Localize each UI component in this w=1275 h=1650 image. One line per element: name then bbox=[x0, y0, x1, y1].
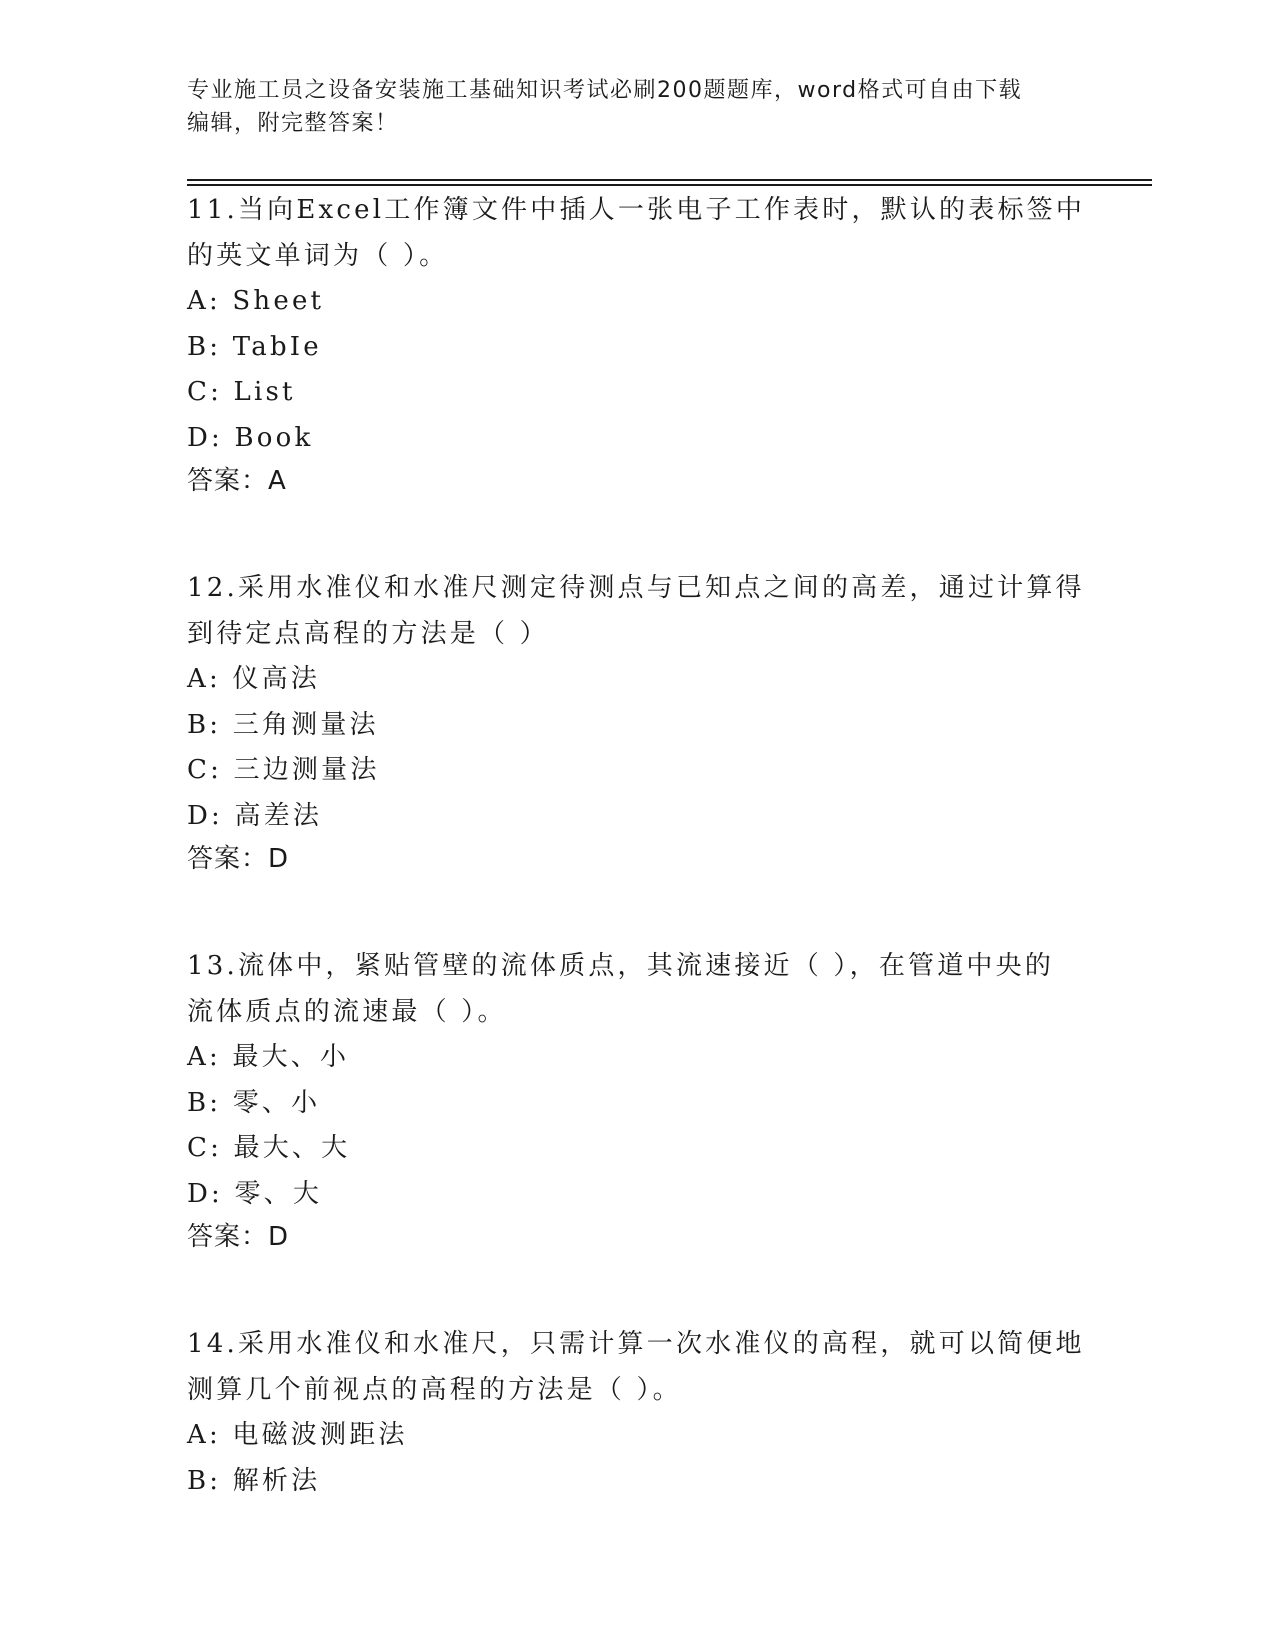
option-c: C: 最大、大 bbox=[187, 1133, 351, 1163]
question-list bbox=[187, 188, 1087, 1504]
option-a: A: 仪高法 bbox=[187, 664, 321, 694]
header-divider-bottom bbox=[187, 184, 1152, 186]
question-stem bbox=[187, 188, 1087, 279]
answer-line: 答案：A bbox=[187, 466, 287, 496]
header-line-2: 编辑，附完整答案！ bbox=[187, 111, 399, 136]
question-spacer bbox=[187, 880, 1087, 944]
option-d: D: Book bbox=[187, 422, 314, 453]
header-divider-top bbox=[187, 179, 1152, 181]
option-b: B: 解析法 bbox=[187, 1465, 321, 1496]
question-stem bbox=[187, 1322, 1087, 1413]
question-12 bbox=[187, 566, 1087, 880]
question-stem-line-1: 14.采用水准仪和水准尺，只需计算一次水准仪的高程，就可以简便地 bbox=[187, 1329, 1085, 1359]
question-stem-line-2: 流体质点的流速最（ ）。 bbox=[187, 996, 507, 1027]
header-line-1: 专业施工员之设备安装施工基础知识考试必刷200题题库，word格式可自由下载 bbox=[187, 78, 1023, 103]
question-stem bbox=[187, 944, 1087, 1035]
option-a: A: 最大、小 bbox=[187, 1042, 350, 1072]
option-a: A: Sheet bbox=[187, 286, 325, 316]
option-d: D: 高差法 bbox=[187, 800, 323, 831]
question-11 bbox=[187, 188, 1087, 502]
option-c: C: List bbox=[187, 377, 296, 407]
question-stem-line-1: 11.当向Excel工作簿文件中插人一张电子工作表时，默认的表标签中 bbox=[187, 195, 1086, 225]
question-stem bbox=[187, 566, 1087, 657]
question-stem-line-2: 的英文单词为（ ）。 bbox=[187, 240, 449, 271]
option-b: B: TabIe bbox=[187, 331, 322, 362]
answer-line: 答案：D bbox=[187, 844, 290, 874]
question-13 bbox=[187, 944, 1087, 1258]
option-b: B: 零、小 bbox=[187, 1087, 321, 1118]
question-stem-line-2: 到待定点高程的方法是（ ） bbox=[187, 618, 549, 649]
option-d: D: 零、大 bbox=[187, 1178, 323, 1209]
question-stem-line-2: 测算几个前视点的高程的方法是（ ）。 bbox=[187, 1374, 682, 1405]
option-a: A: 电磁波测距法 bbox=[187, 1420, 408, 1450]
question-14 bbox=[187, 1322, 1087, 1504]
document-header bbox=[187, 74, 1087, 140]
question-stem-line-1: 12.采用水准仪和水准尺测定待测点与已知点之间的高差，通过计算得 bbox=[187, 573, 1085, 603]
option-b: B: 三角测量法 bbox=[187, 709, 379, 740]
question-spacer bbox=[187, 502, 1087, 566]
option-c: C: 三边测量法 bbox=[187, 755, 380, 785]
question-stem-line-1: 13.流体中，紧贴管壁的流体质点，其流速接近（ ），在管道中央的 bbox=[187, 951, 1055, 981]
question-spacer bbox=[187, 1258, 1087, 1322]
answer-line: 答案：D bbox=[187, 1222, 290, 1252]
